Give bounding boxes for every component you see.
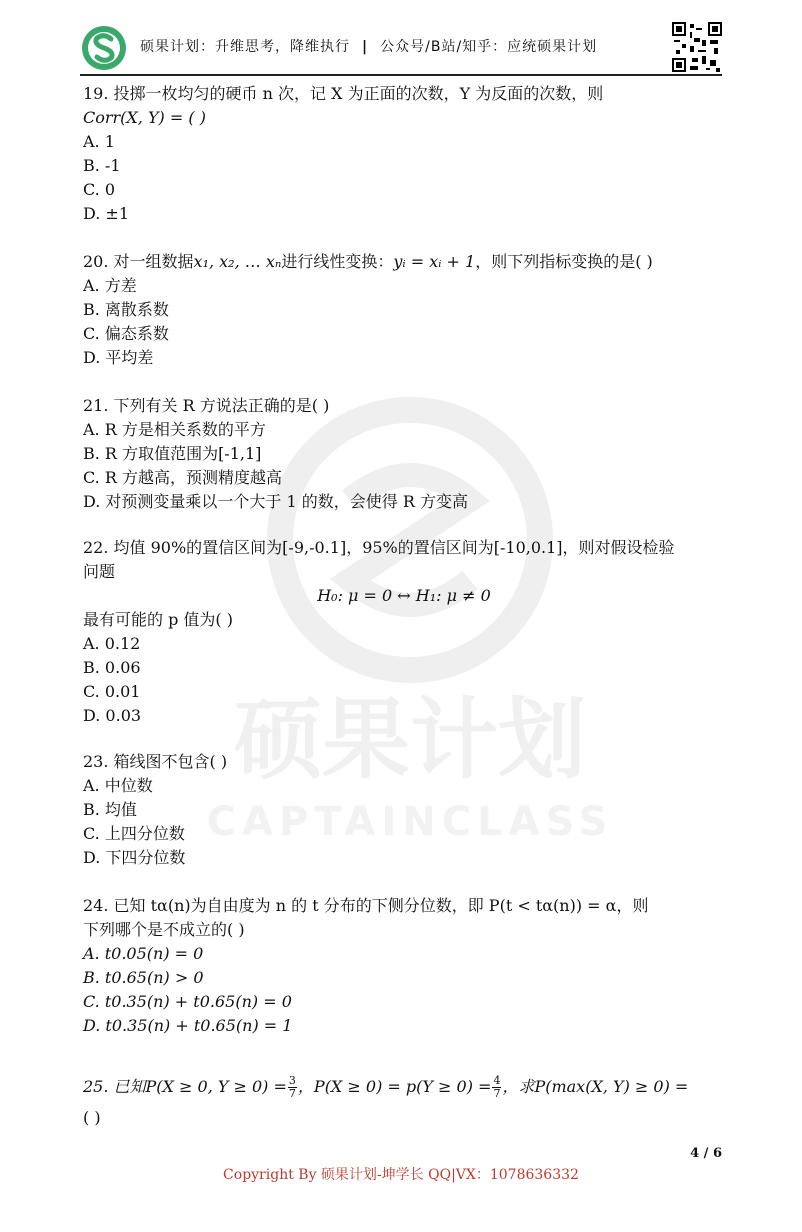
q20-transform-expr: yᵢ = xᵢ + 1 (393, 252, 476, 271)
q22-stem-line1: 22. 均值 90%的置信区间为[-9,-0.1]，95%的置信区间为[-10,0.1]，则对假设检验 (83, 538, 675, 557)
svg-text:CAPTAINCLASS: CAPTAINCLASS (206, 799, 614, 845)
q23-option-a: A. 中位数 (83, 776, 153, 795)
q22-stem-line3: 最有可能的 p 值为( ) (83, 610, 233, 629)
q22-option-c: C. 0.01 (83, 682, 141, 701)
q20-suffix: ，则下列指标变换的是( ) (475, 252, 653, 271)
q22-option-b: B. 0.06 (83, 658, 141, 677)
question-25 (83, 1072, 725, 1130)
question-21 (83, 394, 725, 514)
q20-data-expr: x₁, x₂, … xₙ (193, 252, 282, 271)
q20-option-b: B. 离散系数 (83, 300, 169, 319)
q20-option-a: A. 方差 (83, 276, 137, 295)
q25-blank: ( ) (83, 1108, 101, 1127)
header-separator: | (362, 39, 369, 55)
q25-fraction-2 (492, 1075, 501, 1100)
q21-option-a: A. R 方是相关系数的平方 (83, 420, 266, 439)
q20-mid: 进行线性变换： (281, 252, 394, 271)
question-24 (83, 894, 725, 1038)
q22-hypothesis: H₀: μ = 0 ↔ H₁: μ ≠ 0 (317, 586, 491, 605)
q21-option-d: D. 对预测变量乘以一个大于 1 的数，会使得 R 方变高 (83, 492, 469, 511)
header-slogan: 硕果计划：升维思考，降维执行 (140, 39, 350, 55)
qr-code-icon (672, 22, 722, 72)
q25-frac1-den: 7 (288, 1087, 296, 1100)
q24-stem-line1: 24. 已知 tα(n)为自由度为 n 的 t 分布的下侧分位数，即 P(t < tα(n)) = α，则 (83, 896, 649, 915)
q23-stem: 23. 箱线图不包含( ) (83, 752, 228, 771)
q22-option-d: D. 0.03 (83, 706, 142, 725)
q25-frac1-num: 3 (288, 1074, 296, 1087)
q20-option-c: C. 偏态系数 (83, 324, 169, 343)
question-23 (83, 750, 725, 870)
q22-option-a: A. 0.12 (83, 634, 141, 653)
logo-icon (80, 24, 128, 72)
q19-option-d: D. ±1 (83, 204, 130, 223)
svg-text:硕果计划: 硕果计划 (233, 688, 587, 791)
q24-option-b: B. t0.65(n) > 0 (83, 968, 204, 987)
q25-part2: ，P(X ≥ 0) = p(Y ≥ 0) = (297, 1077, 492, 1096)
q20-stem (83, 250, 725, 274)
q25-part1: 25. 已知P(X ≥ 0, Y ≥ 0) = (83, 1077, 287, 1096)
q24-option-a: A. t0.05(n) = 0 (83, 944, 204, 963)
page-number: 4 / 6 (690, 1146, 722, 1161)
question-22 (83, 536, 725, 728)
q23-option-d: D. 下四分位数 (83, 848, 186, 867)
q20-prefix: 20. 对一组数据 (83, 252, 194, 271)
q23-option-c: C. 上四分位数 (83, 824, 185, 843)
header-text (140, 36, 597, 56)
q19-option-a: A. 1 (83, 132, 115, 151)
q19-option-b: B. -1 (83, 156, 121, 175)
q23-option-b: B. 均值 (83, 800, 137, 819)
q25-fraction-1 (288, 1075, 297, 1100)
q25-frac2-den: 7 (493, 1087, 501, 1100)
q20-option-d: D. 平均差 (83, 348, 154, 367)
q21-stem: 21. 下列有关 R 方说法正确的是( ) (83, 396, 330, 415)
q19-stem-line2: Corr(X, Y) = ( ) (83, 108, 206, 127)
q19-option-c: C. 0 (83, 180, 116, 199)
q22-stem-line2: 问题 (83, 562, 116, 581)
q25-frac2-num: 4 (493, 1074, 501, 1087)
header-divider (80, 74, 722, 76)
q24-stem-line2: 下列哪个是不成立的( ) (83, 920, 245, 939)
q21-option-c: C. R 方越高，预测精度越高 (83, 468, 282, 487)
page-header (80, 22, 722, 74)
q21-option-b: B. R 方取值范围为[-1,1] (83, 444, 262, 463)
q25-part3: ，求P(max(X, Y) ≥ 0) = (502, 1077, 689, 1096)
question-19 (83, 82, 725, 226)
q24-option-c: C. t0.35(n) + t0.65(n) = 0 (83, 992, 292, 1011)
question-20 (83, 250, 725, 370)
header-channels: 公众号/B站/知乎：应统硕果计划 (380, 39, 598, 55)
q19-stem-line1: 19. 投掷一枚均匀的硬币 n 次，记 X 为正面的次数，Y 为反面的次数，则 (83, 84, 604, 103)
q24-option-d: D. t0.35(n) + t0.65(n) = 1 (83, 1016, 293, 1035)
q25-stem (83, 1072, 725, 1102)
copyright-footer: Copyright By 硕果计划-坤学长 QQ|VX：1078636332 (223, 1167, 579, 1183)
